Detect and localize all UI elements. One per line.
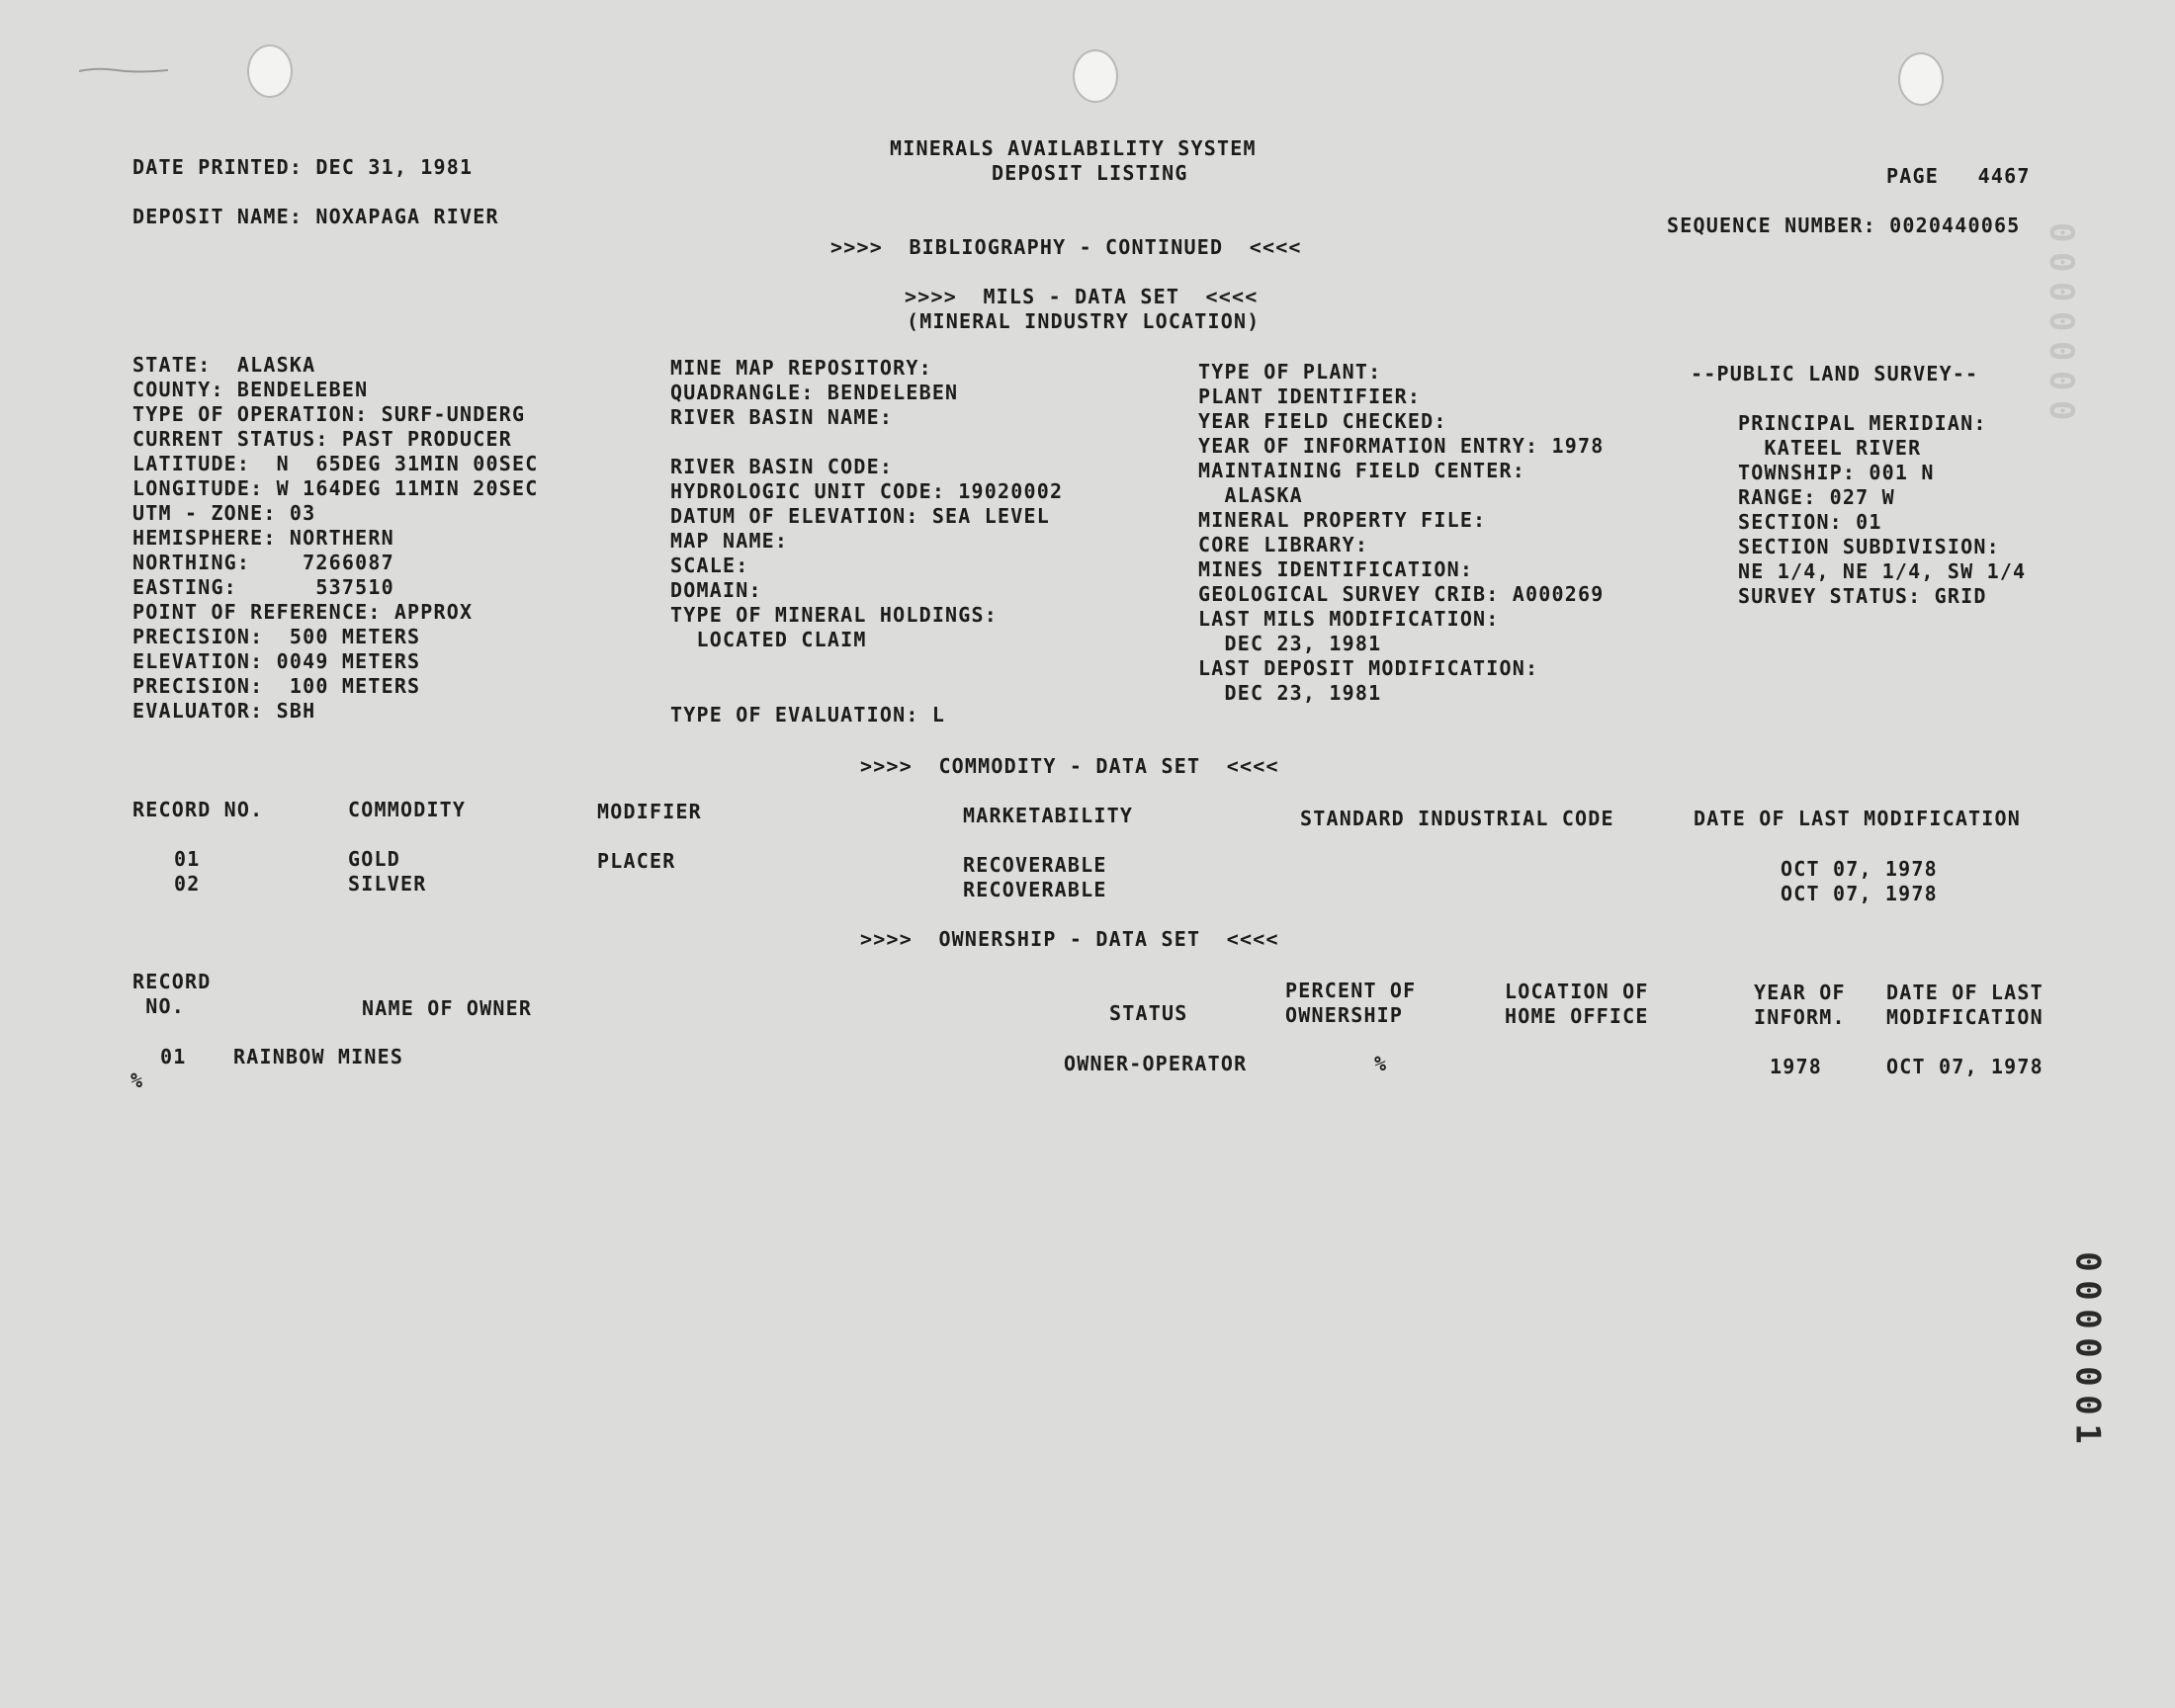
stamp-digit: 1 — [2067, 1423, 2108, 1444]
commodity-record: 02 — [174, 872, 201, 896]
ownership-date: OCT 07, 1978 — [1886, 1055, 2044, 1078]
page-number: PAGE 4467 — [1886, 164, 2031, 188]
punch-hole-left — [247, 44, 293, 98]
field-maintaining-center-value: ALASKA — [1198, 483, 1303, 507]
frame-stamp-digits — [2061, 1247, 2113, 1455]
commodity-header-sic: STANDARD INDUSTRIAL CODE — [1300, 807, 1614, 830]
field-last-deposit-modification-date: DEC 23, 1981 — [1198, 681, 1382, 705]
commodity-heading: >>>> COMMODITY - DATA SET <<<< — [860, 754, 1279, 778]
deposit-name: DEPOSIT NAME: NOXAPAGA RIVER — [132, 205, 499, 228]
field-survey-status: SURVEY STATUS: GRID — [1738, 584, 1987, 608]
field-mine-map-repository: MINE MAP REPOSITORY: — [670, 356, 932, 380]
field-type-of-plant: TYPE OF PLANT: — [1198, 360, 1382, 384]
field-point-of-reference: POINT OF REFERENCE: APPROX — [132, 600, 474, 624]
scratch-mark — [77, 59, 172, 67]
listing-title: DEPOSIT LISTING — [992, 161, 1188, 185]
field-maintaining-center: MAINTAINING FIELD CENTER: — [1198, 459, 1526, 482]
system-title: MINERALS AVAILABILITY SYSTEM — [890, 136, 1257, 160]
field-last-mils-modification-date: DEC 23, 1981 — [1198, 632, 1382, 655]
ownership-header-status: STATUS — [1109, 1001, 1188, 1025]
commodity-name: GOLD — [348, 847, 400, 871]
ownership-header-record-no: NO. — [132, 994, 185, 1018]
ownership-header-percent-2: OWNERSHIP — [1285, 1003, 1404, 1027]
field-last-deposit-modification: LAST DEPOSIT MODIFICATION: — [1198, 656, 1539, 680]
field-river-basin-code: RIVER BASIN CODE: — [670, 455, 894, 478]
field-principal-meridian-value: KATEEL RIVER — [1738, 436, 1922, 460]
ownership-header-year: YEAR OF — [1754, 981, 1846, 1004]
mils-heading: >>>> MILS - DATA SET <<<< — [905, 285, 1259, 308]
field-precision: PRECISION: 500 METERS — [132, 625, 421, 648]
field-geological-survey-crib: GEOLOGICAL SURVEY CRIB: A000269 — [1198, 582, 1605, 606]
field-elevation-precision: PRECISION: 100 METERS — [132, 674, 421, 698]
field-easting: EASTING: 537510 — [132, 575, 394, 599]
field-state: STATE: ALASKA — [132, 353, 316, 377]
field-mineral-holdings: TYPE OF MINERAL HOLDINGS: — [670, 603, 999, 627]
ownership-record: 01 — [160, 1045, 187, 1068]
bibliography-heading: >>>> BIBLIOGRAPHY - CONTINUED <<<< — [830, 235, 1302, 259]
field-last-mils-modification: LAST MILS MODIFICATION: — [1198, 607, 1500, 631]
stamp-digit: 0 — [2067, 1309, 2108, 1329]
ownership-header-date-2: MODIFICATION — [1886, 1005, 2044, 1029]
ownership-header-date: DATE OF LAST — [1886, 981, 2044, 1004]
sequence-number: SEQUENCE NUMBER: 0020440065 — [1667, 214, 2021, 237]
commodity-marketability: RECOVERABLE — [963, 878, 1107, 901]
stamp-digit: 0 — [2067, 1366, 2108, 1387]
stamp-digit: 0 — [2067, 1395, 2108, 1415]
commodity-header-commodity: COMMODITY — [348, 798, 467, 821]
date-printed: DATE PRINTED: DEC 31, 1981 — [132, 155, 474, 179]
ownership-header-year-2: INFORM. — [1754, 1005, 1846, 1029]
field-river-basin-name: RIVER BASIN NAME: — [670, 405, 894, 429]
field-township: TOWNSHIP: 001 N — [1738, 461, 1935, 484]
field-longitude: LONGITUDE: W 164DEG 11MIN 20SEC — [132, 476, 539, 500]
commodity-name: SILVER — [348, 872, 427, 896]
stamp-digit: 0 — [2067, 1280, 2108, 1301]
field-section-subdivision: SECTION SUBDIVISION: — [1738, 535, 2000, 558]
field-year-info-entry: YEAR OF INFORMATION ENTRY: 1978 — [1198, 434, 1605, 458]
commodity-header-record: RECORD NO. — [132, 798, 264, 821]
field-type-of-evaluation: TYPE OF EVALUATION: L — [670, 703, 946, 726]
field-operation-type: TYPE OF OPERATION: SURF-UNDERG — [132, 402, 526, 426]
field-latitude: LATITUDE: N 65DEG 31MIN 00SEC — [132, 452, 539, 475]
field-mines-identification: MINES IDENTIFICATION: — [1198, 557, 1474, 581]
field-year-field-checked: YEAR FIELD CHECKED: — [1198, 409, 1447, 433]
stamp-digit: 0 — [2067, 1251, 2108, 1272]
commodity-header-marketability: MARKETABILITY — [963, 804, 1134, 827]
commodity-marketability: RECOVERABLE — [963, 853, 1107, 877]
field-datum-of-elevation: DATUM OF ELEVATION: SEA LEVEL — [670, 504, 1050, 528]
field-scale: SCALE: — [670, 554, 749, 577]
field-utm-zone: UTM - ZONE: 03 — [132, 501, 316, 525]
ownership-year: 1978 — [1770, 1055, 1822, 1078]
field-section: SECTION: 01 — [1738, 510, 1882, 534]
ownership-header-location-2: HOME OFFICE — [1505, 1004, 1649, 1028]
commodity-header-date: DATE OF LAST MODIFICATION — [1694, 807, 2022, 830]
ownership-heading: >>>> OWNERSHIP - DATA SET <<<< — [860, 927, 1279, 951]
ownership-header-owner: NAME OF OWNER — [362, 996, 533, 1020]
trailing-percent-mark: % — [130, 1068, 144, 1092]
commodity-header-modifier: MODIFIER — [597, 800, 702, 823]
field-elevation: ELEVATION: 0049 METERS — [132, 649, 421, 673]
field-principal-meridian: PRINCIPAL MERIDIAN: — [1738, 411, 1987, 435]
stamp-digit: 0 — [2067, 1337, 2108, 1358]
punch-hole-right — [1898, 52, 1944, 106]
ownership-header-record: RECORD — [132, 970, 212, 993]
commodity-record: 01 — [174, 847, 201, 871]
commodity-modifier: PLACER — [597, 849, 676, 873]
field-county: COUNTY: BENDELEBEN — [132, 378, 369, 401]
public-land-survey-title: --PUBLIC LAND SURVEY-- — [1691, 362, 1979, 385]
ownership-header-location: LOCATION OF — [1505, 980, 1649, 1003]
field-range: RANGE: 027 W — [1738, 485, 1895, 509]
field-core-library: CORE LIBRARY: — [1198, 533, 1369, 556]
commodity-date: OCT 07, 1978 — [1781, 857, 1938, 881]
field-hemisphere: HEMISPHERE: NORTHERN — [132, 526, 394, 550]
ownership-header-percent: PERCENT OF — [1285, 979, 1417, 1002]
punch-hole-center — [1073, 49, 1118, 103]
field-evaluator: EVALUATOR: SBH — [132, 699, 316, 723]
field-mineral-holdings-value: LOCATED CLAIM — [670, 628, 867, 651]
field-northing: NORTHING: 7266087 — [132, 551, 394, 574]
faint-bleed-digits: 0 0 0 0 0 0 0 — [2042, 222, 2081, 421]
ownership-owner: RAINBOW MINES — [233, 1045, 404, 1068]
field-mineral-property-file: MINERAL PROPERTY FILE: — [1198, 508, 1487, 532]
field-section-subdivision-value: NE 1/4, NE 1/4, SW 1/4 — [1738, 559, 2027, 583]
ownership-percent: % — [1374, 1052, 1388, 1075]
field-map-name: MAP NAME: — [670, 529, 789, 553]
mils-subheading: (MINERAL INDUSTRY LOCATION) — [907, 309, 1261, 333]
field-current-status: CURRENT STATUS: PAST PRODUCER — [132, 427, 512, 451]
field-plant-identifier: PLANT IDENTIFIER: — [1198, 384, 1422, 408]
commodity-date: OCT 07, 1978 — [1781, 882, 1938, 905]
ownership-status: OWNER-OPERATOR — [1064, 1052, 1248, 1075]
field-hydrologic-unit-code: HYDROLOGIC UNIT CODE: 19020002 — [670, 479, 1064, 503]
field-domain: DOMAIN: — [670, 578, 762, 602]
field-quadrangle: QUADRANGLE: BENDELEBEN — [670, 381, 959, 404]
